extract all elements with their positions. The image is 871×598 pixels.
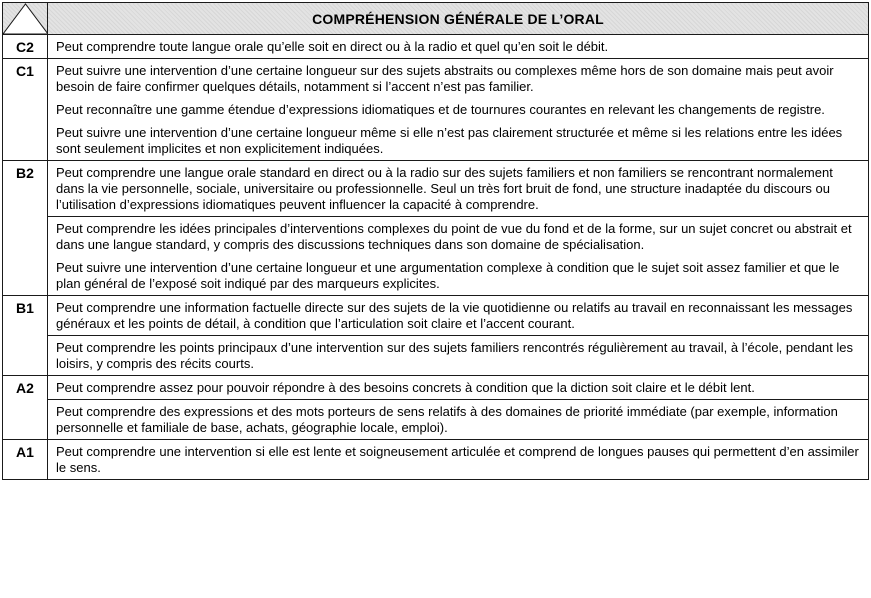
level-label: B1 bbox=[3, 296, 48, 376]
descriptor-text: Peut comprendre une intervention si elle est lente et soigneusement articulée et comprend de longues pauses qui permettent d’en assimiler le sens. bbox=[56, 444, 859, 475]
level-row-c2 bbox=[3, 35, 869, 59]
level-label: B2 bbox=[3, 161, 48, 296]
triangle-icon bbox=[3, 3, 48, 34]
descriptor-text: Peut comprendre des expressions et des mots porteurs de sens relatifs à des domaines de priorité immédiate (par exemple, information personnelle et familiale de base, achats, géographie locale, emploi). bbox=[48, 399, 868, 439]
descriptor-text: Peut suivre une intervention d’une certaine longueur même si elle n’est pas clairement structurée et même si les relations entre les idées sont seulement implicites et non explicitement indiquées. bbox=[56, 125, 843, 156]
level-row-c1 bbox=[3, 59, 869, 161]
table-title: COMPRÉHENSION GÉNÉRALE DE L’ORAL bbox=[48, 3, 869, 35]
level-label: C1 bbox=[3, 59, 48, 161]
table-header-row bbox=[3, 3, 869, 35]
level-corner-cell bbox=[3, 3, 48, 35]
descriptor-text: Peut comprendre toute langue orale qu’elle soit en direct ou à la radio et quel qu’en soit le débit. bbox=[56, 39, 609, 54]
level-label: A1 bbox=[3, 440, 48, 480]
descriptor-text: Peut comprendre une langue orale standard en direct ou à la radio sur des sujets familiers et non familiers se rencontrant normalement dans la vie personnelle, sociale, universitaire ou professionnelle. Seul un très fort bruit de fond, une structure inadaptée du discours ou l’utilisation d’expressions idiomatiques peuvent influencer la capacité à comprendre. bbox=[56, 165, 833, 212]
descriptor-cell bbox=[48, 440, 869, 480]
descriptor-cell bbox=[48, 376, 869, 440]
level-label: C2 bbox=[3, 35, 48, 59]
descriptor-cell bbox=[48, 296, 869, 376]
descriptor-cell bbox=[48, 161, 869, 296]
table-body bbox=[3, 35, 869, 480]
scale-table-frame bbox=[2, 2, 868, 594]
descriptor-text: Peut reconnaître une gamme étendue d’expressions idiomatiques et de tournures courantes en relevant les changements de registre. bbox=[56, 102, 825, 117]
descriptor-text: Peut comprendre les idées principales d’interventions complexes du point de vue du fond et de la forme, sur un sujet concret ou abstrait et dans une langue standard, y compris des discussions techniques dans son domaine de spécialisation. bbox=[48, 216, 868, 256]
descriptor-text: Peut comprendre une information factuelle directe sur des sujets de la vie quotidienne ou relatifs au travail en reconnaissant les messages généraux et les points de détail, à condition que l’articulation soit claire et l’accent courant. bbox=[56, 300, 853, 331]
descriptor-text: Peut suivre une intervention d’une certaine longueur sur des sujets abstraits ou complexes même hors de son domaine mais peut avoir besoin de faire confirmer quelques détails, notamment si l’accent n’est pas familier. bbox=[56, 63, 834, 94]
level-row-b2 bbox=[3, 161, 869, 296]
descriptor-cell bbox=[48, 35, 869, 59]
level-label: A2 bbox=[3, 376, 48, 440]
descriptor-cell bbox=[48, 59, 869, 161]
level-row-b1 bbox=[3, 296, 869, 376]
level-row-a2 bbox=[3, 376, 869, 440]
level-row-a1 bbox=[3, 440, 869, 480]
descriptor-text: Peut comprendre assez pour pouvoir répondre à des besoins concrets à condition que la diction soit claire et le débit lent. bbox=[56, 380, 755, 395]
listening-comprehension-table bbox=[2, 2, 869, 480]
descriptor-text: Peut comprendre les points principaux d’une intervention sur des sujets familiers rencontrés régulièrement au travail, à l’école, pendant les loisirs, y compris des récits courts. bbox=[48, 335, 868, 375]
descriptor-text: Peut suivre une intervention d’une certaine longueur et une argumentation complexe à condition que le sujet soit assez familier et que le plan général de l’exposé soit indiqué par des marqueurs explicites. bbox=[56, 260, 840, 291]
